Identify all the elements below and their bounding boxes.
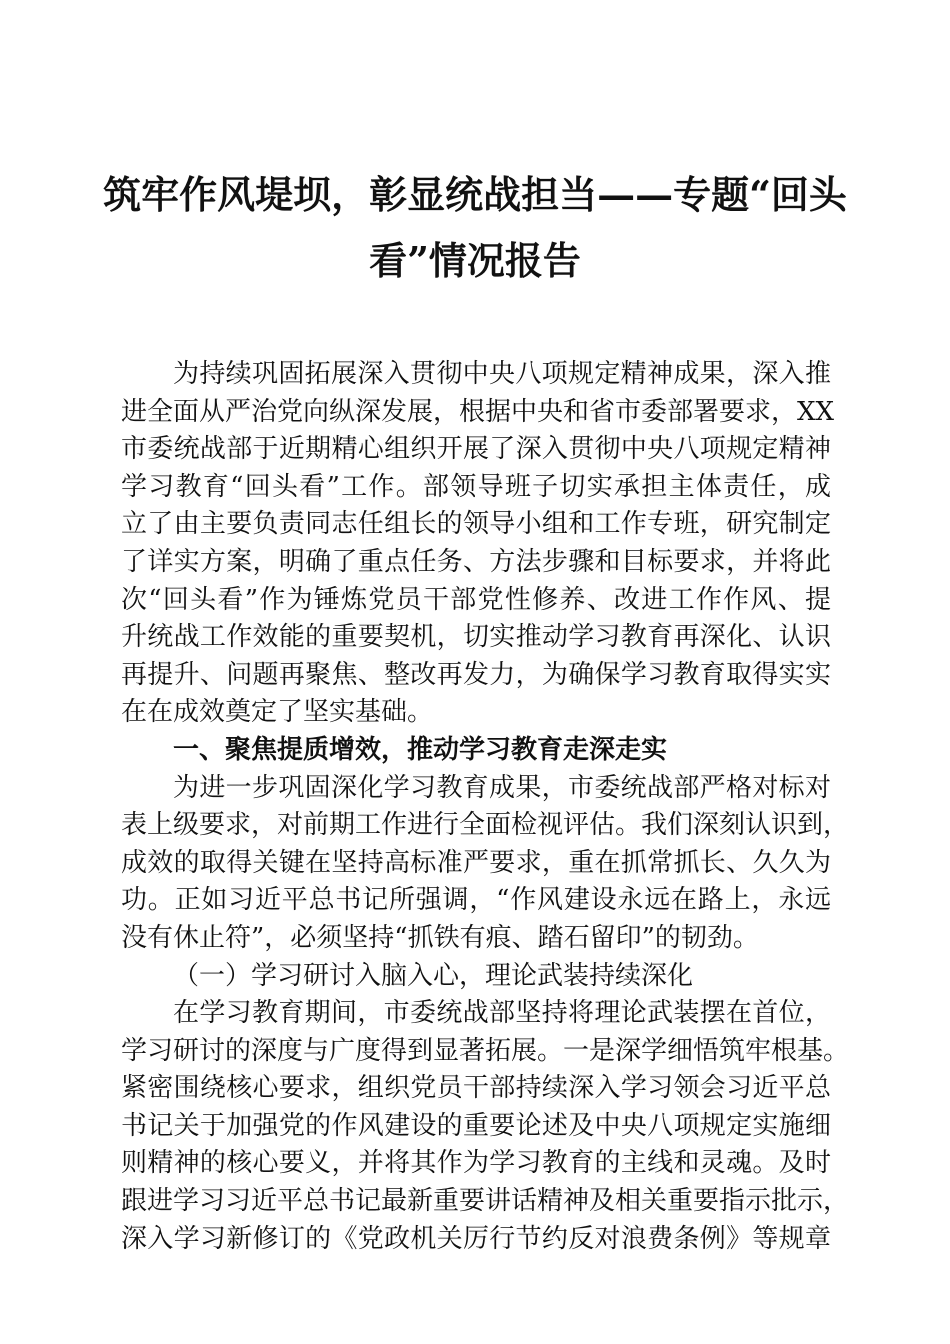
text-line: 深入学习新修订的《党政机关厉行节约反对浪费条例》等规章 <box>121 1223 831 1254</box>
text-line: 没有休止符”，必须坚持“抓铁有痕、踏石留印”的韧劲。 <box>121 922 759 953</box>
title-line-1: 筑牢作风堤坝，彰显统战担当——专题“回头 <box>103 172 847 217</box>
paragraph-intro <box>121 356 835 732</box>
text-line: 则精神的核心要义，并将其作为学习教育的主线和灵魂。及时 <box>121 1148 831 1179</box>
paragraph-subsection-1 <box>121 995 850 1258</box>
document-title <box>100 162 850 294</box>
document-body <box>121 356 850 1258</box>
text-line: 学习教育“回头看”工作。部领导班子切实承担主体责任，成 <box>121 471 831 502</box>
text-line: 成效的取得关键在坚持高标准严要求，重在抓常抓长、久久为 <box>121 847 831 878</box>
paragraph-section-1 <box>121 770 850 958</box>
text-line: 立了由主要负责同志任组长的领导小组和工作专班，研究制定 <box>121 509 831 540</box>
text-line: 次“回头看”作为锤炼党员干部党性修养、改进工作作风、提 <box>121 584 831 615</box>
text-line: 学习研讨的深度与广度得到显著拓展。一是深学细悟筑牢根基。 <box>121 1035 850 1066</box>
text-line: 功。正如习近平总书记所强调，“作风建设永远在路上，永远 <box>121 885 831 916</box>
text-line: 紧密围绕核心要求，组织党员干部持续深入学习领会习近平总 <box>121 1073 831 1104</box>
text-line: 为进一步巩固深化学习教育成果，市委统战部严格对标对 <box>173 772 831 803</box>
title-line-2: 看”情况报告 <box>369 238 581 283</box>
text-line: 书记关于加强党的作风建设的重要论述及中央八项规定实施细 <box>121 1110 831 1141</box>
section-heading: 一、聚焦提质增效，推动学习教育走深走实 <box>173 734 668 765</box>
text-line: 升统战工作效能的重要契机，切实推动学习教育再深化、认识 <box>121 622 831 653</box>
text-line: 跟进学习习近平总书记最新重要讲话精神及相关重要指示批示， <box>121 1186 850 1217</box>
text-line: 进全面从严治党向纵深发展，根据中央和省市委部署要求，XX <box>121 396 835 427</box>
text-line: 为持续巩固拓展深入贯彻中央八项规定精神成果，深入推 <box>173 359 831 389</box>
text-line: 表上级要求，对前期工作进行全面检视评估。我们深刻认识到， <box>121 810 850 841</box>
subsection-heading: （一）学习研讨入脑入心，理论武装持续深化 <box>173 960 694 991</box>
text-line: 再提升、问题再聚焦、整改再发力，为确保学习教育取得实实 <box>121 659 831 690</box>
text-line: 在学习教育期间，市委统战部坚持将理论武装摆在首位， <box>173 998 831 1029</box>
text-line: 了详实方案，明确了重点任务、方法步骤和目标要求，并将此 <box>121 546 831 577</box>
text-line: 在在成效奠定了坚实基础。 <box>121 697 434 728</box>
text-line: 市委统战部于近期精心组织开展了深入贯彻中央八项规定精神 <box>121 434 831 465</box>
